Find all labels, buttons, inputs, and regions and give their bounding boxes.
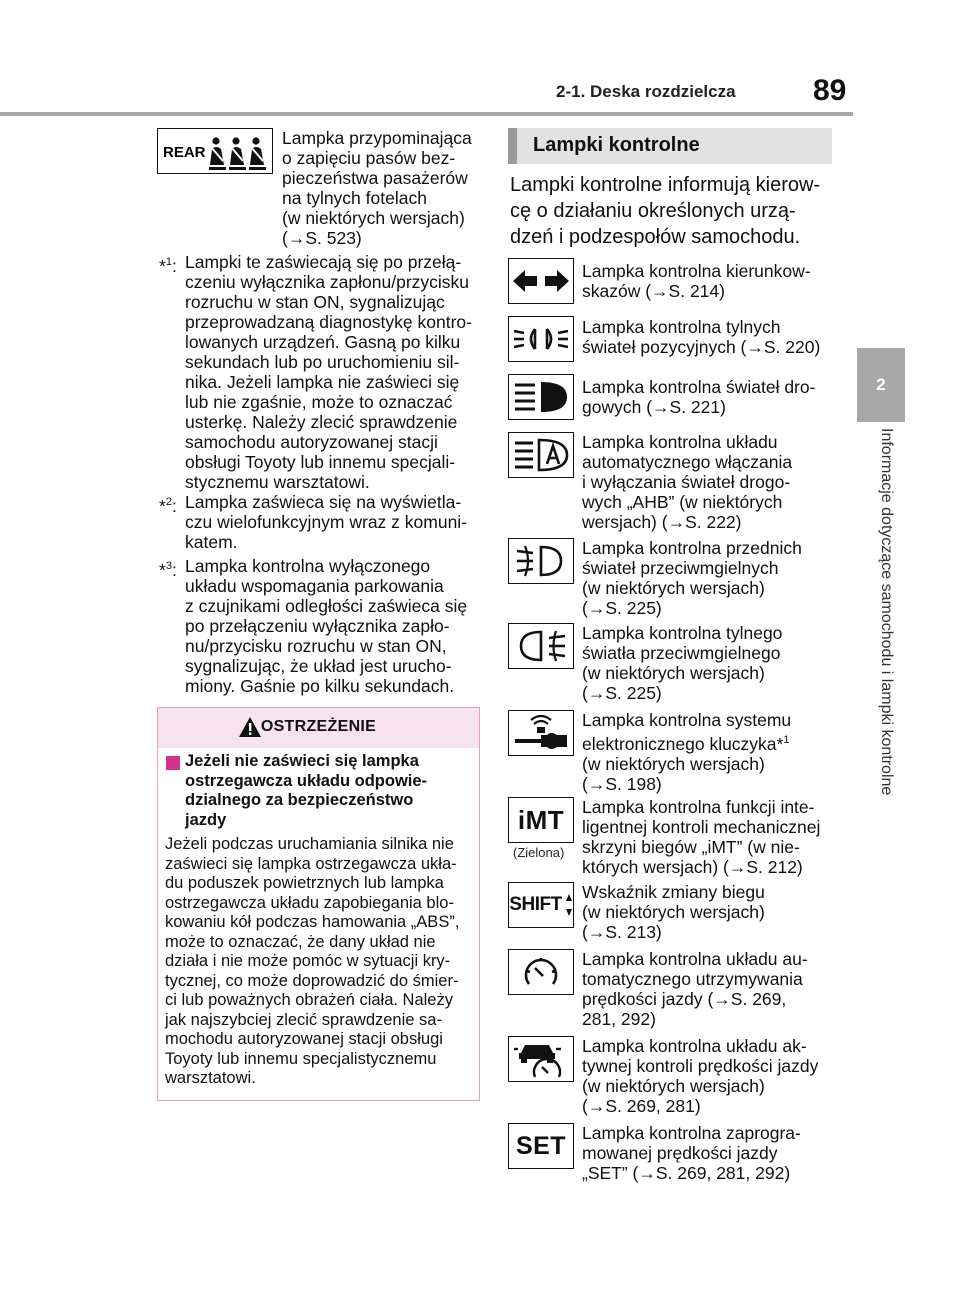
lamp-line: prędkości jazdy (→S. 269, xyxy=(582,989,787,1009)
lamp-line: wych „AHB” (w niektórych xyxy=(582,492,783,512)
footnote-mark: *$^1$: xyxy=(159,255,177,276)
imt-color-caption: (Zielona) xyxy=(513,845,565,860)
header-rule xyxy=(0,112,853,116)
rear-line: o zapięciu pasów bez- xyxy=(282,148,456,168)
footnote-line: nu/przycisku rozruchu w stan ON, xyxy=(185,636,447,656)
intro-line: dzeń i podzespołów samochodu. xyxy=(510,226,801,248)
lamp-line: świateł pozycyjnych (→S. 220) xyxy=(582,337,821,357)
chapter-tab xyxy=(857,348,905,422)
footnote-line: sekundach lub po uruchomieniu sil- xyxy=(185,352,460,372)
auto-high-beam-icon xyxy=(508,432,574,478)
section-title: 2-1. Deska rozdzielcza xyxy=(556,82,736,101)
intro-line: Lampki kontrolne informują kierow- xyxy=(510,174,821,196)
footnote-line: z czujnikami odległości zaświeca się xyxy=(185,596,468,616)
lamp-line: (w niektórych wersjach) xyxy=(582,1076,765,1096)
lamp-line: 281, 292) xyxy=(582,1009,656,1029)
lamp-line: Lampka kontrolna układu xyxy=(582,432,778,452)
chapter-number: 2 xyxy=(876,375,886,394)
intro-line: cę o działaniu określonych urzą- xyxy=(510,200,796,222)
lamp-line: skazów (→S. 214) xyxy=(582,281,725,301)
lamp-line: Lampka kontrolna przednich xyxy=(582,538,802,558)
warning-line: może to oznaczać, że dany układ nie xyxy=(165,932,436,951)
rear-line: (→S. 523) xyxy=(282,228,362,248)
warning-line: zaświeci się lampka ostrzegawcza ukła- xyxy=(165,854,457,873)
imt-icon xyxy=(508,797,574,843)
footnote-line: usterkę. Należy zlecić sprawdzenie xyxy=(185,412,458,432)
lamp-line: elektronicznego kluczyka*$^1$ xyxy=(582,733,790,754)
rear-line: Lampka przypominająca xyxy=(282,128,472,148)
warning-heading-line: Jeżeli nie zaświeci się lampka xyxy=(185,752,419,770)
lamp-line: tomatycznego utrzymywania xyxy=(582,969,803,989)
warning-line: kowaniu kół podczas hamowania „ABS”, xyxy=(165,913,460,931)
lamp-line: (w niektórych wersjach) xyxy=(582,578,765,598)
warning-heading-line: jazdy xyxy=(185,810,227,829)
lamp-line: skrzyni biegów „iMT” (w nie- xyxy=(582,837,800,857)
lamp-line: ligentnej kontroli mechanicznej xyxy=(582,817,821,837)
lamp-item-description xyxy=(582,949,808,1029)
lampki-section-header xyxy=(508,128,832,164)
footnote-line: lub nie zgaśnie, może to oznaczać xyxy=(185,392,453,412)
lamp-line: Lampka kontrolna układu ak- xyxy=(582,1036,807,1056)
lamp-line: wersjach) (→S. 222) xyxy=(582,512,742,532)
lamp-line: automatycznego włączania xyxy=(582,452,793,472)
rear-icon-text: REAR xyxy=(163,144,206,161)
footnote-line: Lampka kontrolna wyłączonego xyxy=(185,556,431,576)
footnote-line: po przełączeniu wyłącznika zapło- xyxy=(185,616,450,636)
lamp-item-description xyxy=(582,377,815,417)
lamp-line: „SET” (→S. 269, 281, 292) xyxy=(582,1163,791,1183)
shift-icon xyxy=(508,882,574,928)
footnote-line: lowanych urządzeń. Gasną po kilku xyxy=(185,332,461,352)
warning-line: warsztatowi. xyxy=(165,1069,256,1087)
warning-heading-line: ostrzegawcza układu odpowie- xyxy=(185,771,428,790)
footnote-line: Lampka zaświeca się na wyświetla- xyxy=(185,492,462,512)
warning-line: ci lub poważnych obrażeń ciała. Należy xyxy=(165,991,453,1009)
lamp-line: (→S. 225) xyxy=(582,683,662,703)
lamp-item-description xyxy=(582,623,782,703)
lamp-line: Lampka kontrolna tylnego xyxy=(582,623,783,643)
turn-signal-icon xyxy=(508,258,574,304)
lamp-line: mowanej prędkości jazdy xyxy=(582,1143,778,1163)
warning-header xyxy=(158,708,479,748)
footnote-line: katem. xyxy=(185,532,238,552)
footnote-line: Lampki te zaświecają się po przełą- xyxy=(185,252,462,272)
footnote-line: układu wspomagania parkowania xyxy=(185,576,444,596)
lamp-line: (→S. 198) xyxy=(582,773,662,794)
lamp-line: Lampka kontrolna systemu xyxy=(582,710,792,730)
lamp-item-description xyxy=(582,317,820,357)
lamp-line: Lampka kontrolna kierunkow- xyxy=(582,261,811,281)
warning-line: działa i nie może pomóc w sytuacji kry- xyxy=(165,952,451,970)
page-number: 89 xyxy=(813,74,847,107)
warning-heading-line: dzialnego za bezpieczeństwo xyxy=(185,791,414,809)
footnote-line: miony. Gaśnie po kilku sekundach. xyxy=(185,676,455,696)
footnote-line: rozruchu w stan ON, sygnalizując xyxy=(185,292,445,312)
warning-line: du poduszek powietrznych lub lampka xyxy=(165,874,444,892)
footnote-line: sygnalizując, że układ jest urucho- xyxy=(185,656,452,676)
high-beam-icon xyxy=(508,374,574,420)
lamp-item-description xyxy=(582,432,792,532)
lamp-item-description xyxy=(582,882,765,942)
lamp-line: Lampka kontrolna funkcji inte- xyxy=(582,797,815,817)
tail-light-icon xyxy=(508,316,574,362)
warning-line: Toyoty lub innemu specjalistycznemu xyxy=(165,1049,437,1068)
rear-fog-icon xyxy=(508,623,574,669)
lamp-line: Lampka kontrolna zaprogra- xyxy=(582,1123,801,1143)
warning-line: tycznej, co może doprowadzić do śmier- xyxy=(165,971,459,990)
warning-line: ostrzegawcza układu zapobiegania blo- xyxy=(165,893,454,912)
rear-line: na tylnych fotelach xyxy=(282,188,427,208)
lamp-item-description xyxy=(582,710,791,794)
cruise-control-icon xyxy=(508,949,574,995)
lampki-intro xyxy=(510,172,820,250)
lamp-line: (→S. 213) xyxy=(582,922,662,942)
lamp-line: świateł przeciwmgielnych xyxy=(582,558,779,578)
rear-line: (w niektórych wersjach) xyxy=(282,208,465,228)
footnote-mark: *$^2$: xyxy=(159,495,177,516)
rear-line: pieczeństwa pasażerów xyxy=(282,168,468,188)
lamp-line: gowych (→S. 221) xyxy=(582,397,726,417)
lamp-line: których wersjach) (→S. 212) xyxy=(582,857,803,877)
lamp-line: Lampka kontrolna świateł dro- xyxy=(582,377,816,397)
shift-arrows-icon xyxy=(565,893,573,917)
lamp-line: (w niektórych wersjach) xyxy=(582,663,765,683)
footnote-line: stycznemu warsztatowi. xyxy=(185,472,370,492)
warning-heading xyxy=(185,752,427,830)
lamp-item-description xyxy=(582,1123,801,1183)
lamp-item-description xyxy=(582,1036,818,1116)
warning-line: jak najszybciej zlecić sprawdzenie sa- xyxy=(165,1010,442,1029)
radar-cruise-icon xyxy=(508,1036,574,1082)
bullet-square-icon xyxy=(166,756,180,770)
front-fog-icon xyxy=(508,538,574,584)
footnote-line: obsługi Toyoty lub innemu specjali- xyxy=(185,452,456,472)
warning-body xyxy=(165,835,459,1089)
chapter-title: Informacje dotyczące samochodu i lampki kontrolne xyxy=(878,428,895,796)
lamp-line: (w niektórych wersjach) xyxy=(582,902,765,922)
warning-line: Jeżeli podczas uruchamiania silnika nie xyxy=(165,835,454,853)
lamp-line: tywnej kontroli prędkości jazdy xyxy=(582,1056,819,1076)
smart-key-icon xyxy=(508,710,574,756)
lamp-item-description xyxy=(582,261,811,301)
lamp-line: Wskaźnik zmiany biegu xyxy=(582,882,765,902)
footnote-mark: *$^3$: xyxy=(159,559,177,580)
lamp-line: Lampka kontrolna tylnych xyxy=(582,317,781,337)
warning-title: OSTRZEŻENIE xyxy=(260,718,377,735)
set-icon xyxy=(508,1123,574,1169)
lamp-line: Lampka kontrolna układu au- xyxy=(582,949,808,969)
footnote-line: czu wielofunkcyjnym wraz z komuni- xyxy=(185,512,468,532)
lampki-section-title: Lampki kontrolne xyxy=(533,134,700,156)
shift-icon-text: SHIFT xyxy=(509,894,562,915)
lamp-line: (→S. 225) xyxy=(582,598,662,618)
imt-icon-text: iMT xyxy=(517,804,565,835)
footnote-line: nika. Jeżeli lampka nie zaświeci się xyxy=(185,372,460,392)
lamp-line: światła przeciwmgielnego xyxy=(582,643,781,663)
rear-seatbelt-icon-graphic xyxy=(160,131,270,171)
footnote-line: czeniu wyłącznika zapłonu/przycisku xyxy=(185,272,470,292)
lamp-line: (→S. 269, 281) xyxy=(582,1096,701,1116)
lamp-item-description xyxy=(582,797,820,877)
warning-line: mochodu autoryzowanej stacji obsługi xyxy=(165,1030,443,1048)
footnote-line: samochodu autoryzowanej stacji xyxy=(185,432,438,452)
lamp-line: (w niektórych wersjach) xyxy=(582,753,765,774)
lamp-line: i wyłączania świateł drogo- xyxy=(582,472,791,492)
rear-lamp-description xyxy=(282,128,472,248)
footnote-line: przeprowadzaną diagnostykę kontro- xyxy=(185,312,472,332)
rear-seatbelt-icon xyxy=(157,128,273,174)
lamp-item-description xyxy=(582,538,802,618)
set-icon-text: SET xyxy=(515,1131,567,1160)
